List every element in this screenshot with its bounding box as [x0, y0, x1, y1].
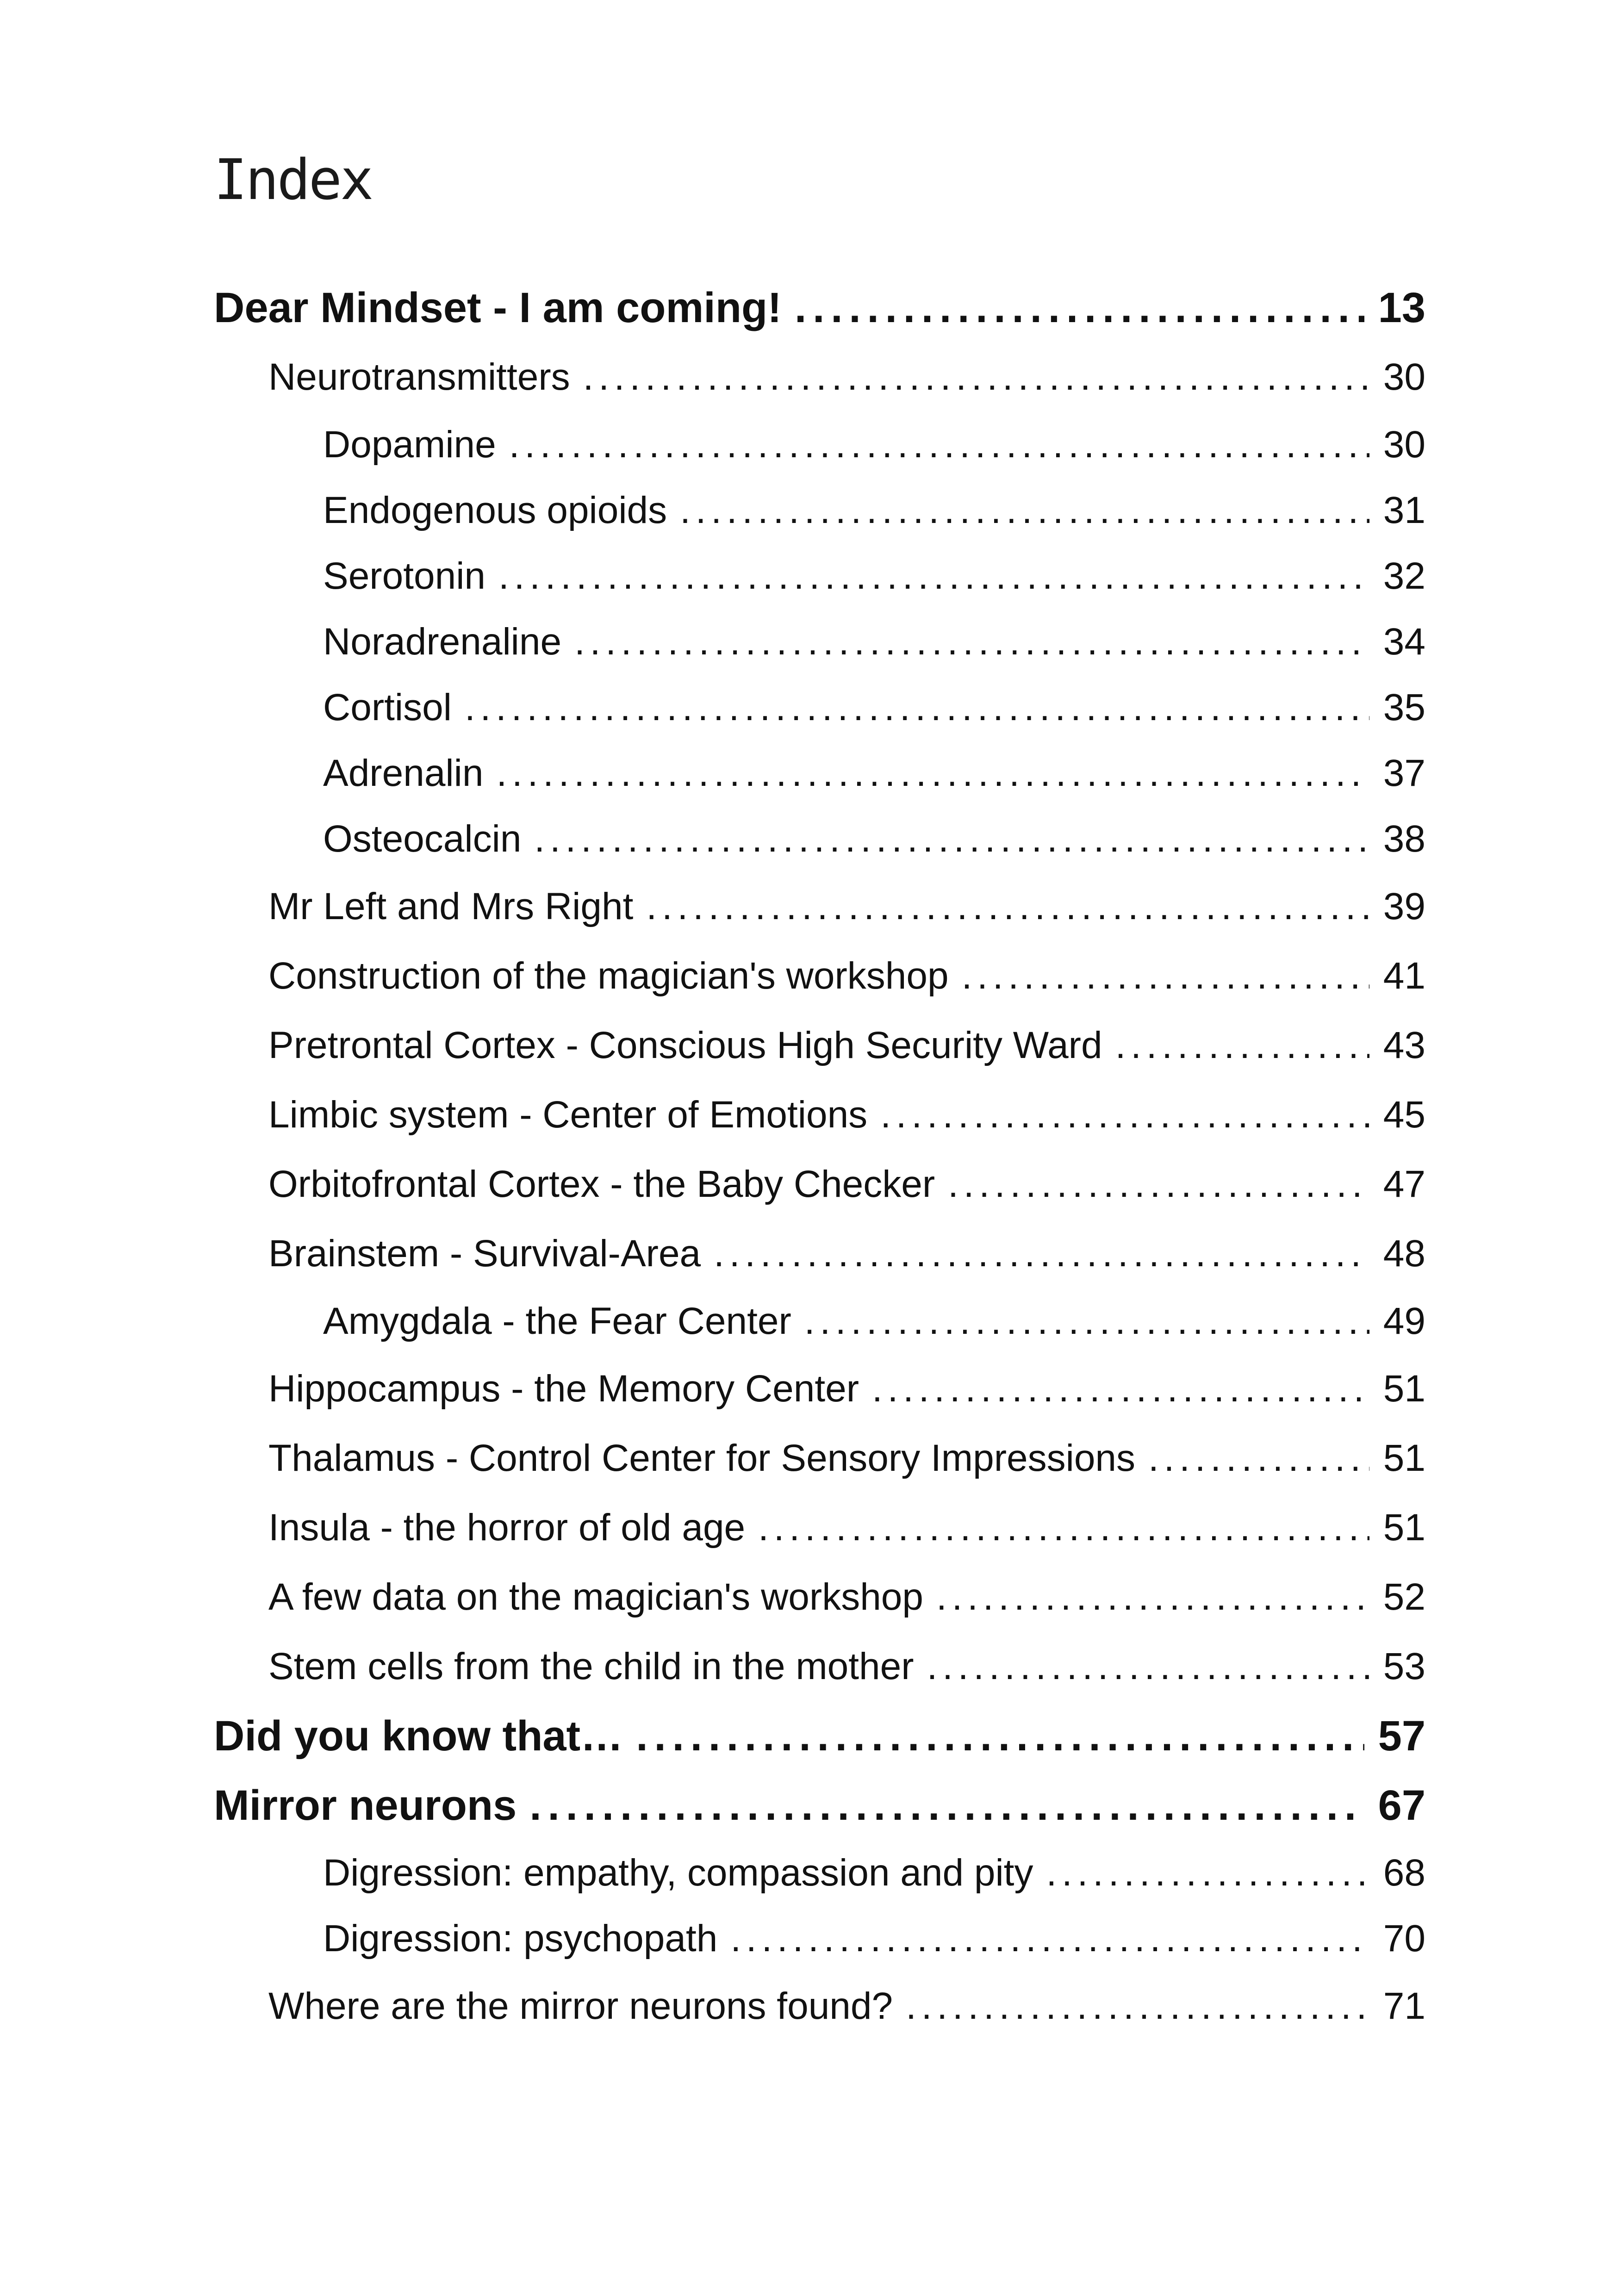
- toc-entry: [214, 609, 1425, 675]
- toc-entry: [214, 872, 1425, 941]
- toc-entry: [214, 1219, 1425, 1288]
- dot-leader: [1148, 1424, 1369, 1493]
- toc-entry-label: Digression: empathy, compassion and pity: [323, 1852, 1033, 1894]
- toc-entry-label: Noradrenaline: [323, 621, 562, 663]
- toc-entry-label: Hippocampus - the Memory Center: [268, 1368, 859, 1410]
- toc-entry: [214, 342, 1425, 412]
- toc-entry: [214, 1701, 1425, 1771]
- dot-leader: [646, 872, 1369, 941]
- toc-entry-page-number: 31: [1383, 489, 1425, 531]
- dot-leader: [1046, 1840, 1369, 1906]
- toc-entry: [214, 478, 1425, 543]
- toc-entry-page-number: 70: [1383, 1917, 1425, 1960]
- toc-entry-label: Endogenous opioids: [323, 489, 667, 531]
- toc-entry: [214, 1632, 1425, 1701]
- dot-leader: [948, 1150, 1369, 1219]
- toc-entry: [214, 675, 1425, 740]
- dot-leader: [509, 412, 1369, 478]
- dot-leader: [534, 806, 1369, 872]
- toc-entry: [214, 1972, 1425, 2041]
- dot-leader: [804, 1288, 1369, 1354]
- dot-leader: [498, 543, 1369, 609]
- toc-entry-label: Insula - the horror of old age: [268, 1506, 746, 1549]
- toc-entry-page-number: 38: [1383, 818, 1425, 860]
- toc-entry-page-number: 57: [1378, 1712, 1425, 1760]
- toc-entry-page-number: 51: [1383, 1368, 1425, 1410]
- toc-entry-page-number: 41: [1383, 955, 1425, 997]
- page-title: Index: [214, 148, 372, 212]
- dot-leader: [465, 675, 1369, 740]
- toc-entry: [214, 1771, 1425, 1840]
- toc-entry: [214, 273, 1425, 342]
- toc-entry-page-number: 30: [1383, 423, 1425, 466]
- dot-leader: [872, 1354, 1369, 1424]
- toc-entry: [214, 1354, 1425, 1424]
- toc-entry-page-number: 51: [1383, 1437, 1425, 1479]
- toc-entry-page-number: 53: [1383, 1645, 1425, 1687]
- toc-entry-page-number: 48: [1383, 1232, 1425, 1275]
- toc-entry-page-number: 47: [1383, 1163, 1425, 1205]
- toc-entry-label: Construction of the magician's workshop: [268, 955, 949, 997]
- toc-entry: [214, 1288, 1425, 1354]
- table-of-contents: [214, 273, 1425, 2041]
- dot-leader: [529, 1771, 1364, 1840]
- toc-entry-label: Dopamine: [323, 423, 496, 466]
- toc-entry-label: Thalamus - Control Center for Sensory Impressions: [268, 1437, 1136, 1479]
- toc-entry-label: Amygdala - the Fear Center: [323, 1300, 791, 1342]
- toc-entry: [214, 1906, 1425, 1972]
- toc-entry-page-number: 37: [1383, 752, 1425, 794]
- toc-entry-page-number: 49: [1383, 1300, 1425, 1342]
- toc-entry-label: Dear Mindset - I am coming!: [214, 284, 782, 331]
- toc-entry: [214, 941, 1425, 1011]
- toc-entry: [214, 1424, 1425, 1493]
- dot-leader: [636, 1701, 1364, 1771]
- toc-entry-page-number: 39: [1383, 885, 1425, 927]
- toc-entry-page-number: 43: [1383, 1024, 1425, 1066]
- toc-entry-page-number: 45: [1383, 1094, 1425, 1136]
- toc-entry-label: A few data on the magician's workshop: [268, 1576, 924, 1618]
- toc-entry-label: Where are the mirror neurons found?: [268, 1985, 893, 2027]
- toc-entry-label: Mirror neurons: [214, 1782, 517, 1829]
- dot-leader: [962, 941, 1369, 1011]
- toc-entry-page-number: 30: [1383, 356, 1425, 398]
- toc-entry-label: Cortisol: [323, 686, 452, 728]
- dot-leader: [496, 740, 1369, 806]
- toc-entry: [214, 1011, 1425, 1080]
- toc-entry-page-number: 35: [1383, 686, 1425, 728]
- toc-entry: [214, 1840, 1425, 1906]
- dot-leader: [906, 1972, 1369, 2041]
- dot-leader: [880, 1080, 1369, 1150]
- toc-entry-label: Pretrontal Cortex - Conscious High Security Ward: [268, 1024, 1102, 1066]
- toc-entry: [214, 412, 1425, 478]
- toc-entry-label: Neurotransmitters: [268, 356, 570, 398]
- dot-leader: [730, 1906, 1369, 1972]
- dot-leader: [927, 1632, 1369, 1701]
- toc-entry-page-number: 32: [1383, 555, 1425, 597]
- toc-entry-page-number: 71: [1383, 1985, 1425, 2027]
- toc-entry: [214, 1562, 1425, 1632]
- dot-leader: [583, 342, 1369, 412]
- dot-leader: [714, 1219, 1369, 1288]
- toc-entry-label: Limbic system - Center of Emotions: [268, 1094, 868, 1136]
- toc-entry: [214, 806, 1425, 872]
- toc-entry: [214, 1493, 1425, 1562]
- dot-leader: [574, 609, 1369, 675]
- toc-entry-page-number: 67: [1378, 1782, 1425, 1829]
- dot-leader: [936, 1562, 1369, 1632]
- dot-leader: [680, 478, 1369, 543]
- dot-leader: [1115, 1011, 1369, 1080]
- toc-entry: [214, 543, 1425, 609]
- toc-entry-label: Serotonin: [323, 555, 486, 597]
- toc-entry-page-number: 34: [1383, 621, 1425, 663]
- toc-entry-page-number: 13: [1378, 284, 1425, 331]
- dot-leader: [758, 1493, 1369, 1562]
- toc-entry-label: Orbitofrontal Cortex - the Baby Checker: [268, 1163, 935, 1205]
- toc-entry-label: Did you know that…: [214, 1712, 623, 1760]
- toc-entry: [214, 1080, 1425, 1150]
- dot-leader: [795, 273, 1364, 342]
- toc-entry-label: Mr Left and Mrs Right: [268, 885, 634, 927]
- toc-entry-page-number: 51: [1383, 1506, 1425, 1549]
- toc-entry-label: Osteocalcin: [323, 818, 522, 860]
- toc-entry-label: Digression: psychopath: [323, 1917, 718, 1960]
- toc-entry-page-number: 68: [1383, 1852, 1425, 1894]
- toc-entry-label: Adrenalin: [323, 752, 484, 794]
- toc-entry-label: Stem cells from the child in the mother: [268, 1645, 914, 1687]
- toc-entry: [214, 740, 1425, 806]
- toc-entry-page-number: 52: [1383, 1576, 1425, 1618]
- toc-entry-label: Brainstem - Survival-Area: [268, 1232, 701, 1275]
- toc-entry: [214, 1150, 1425, 1219]
